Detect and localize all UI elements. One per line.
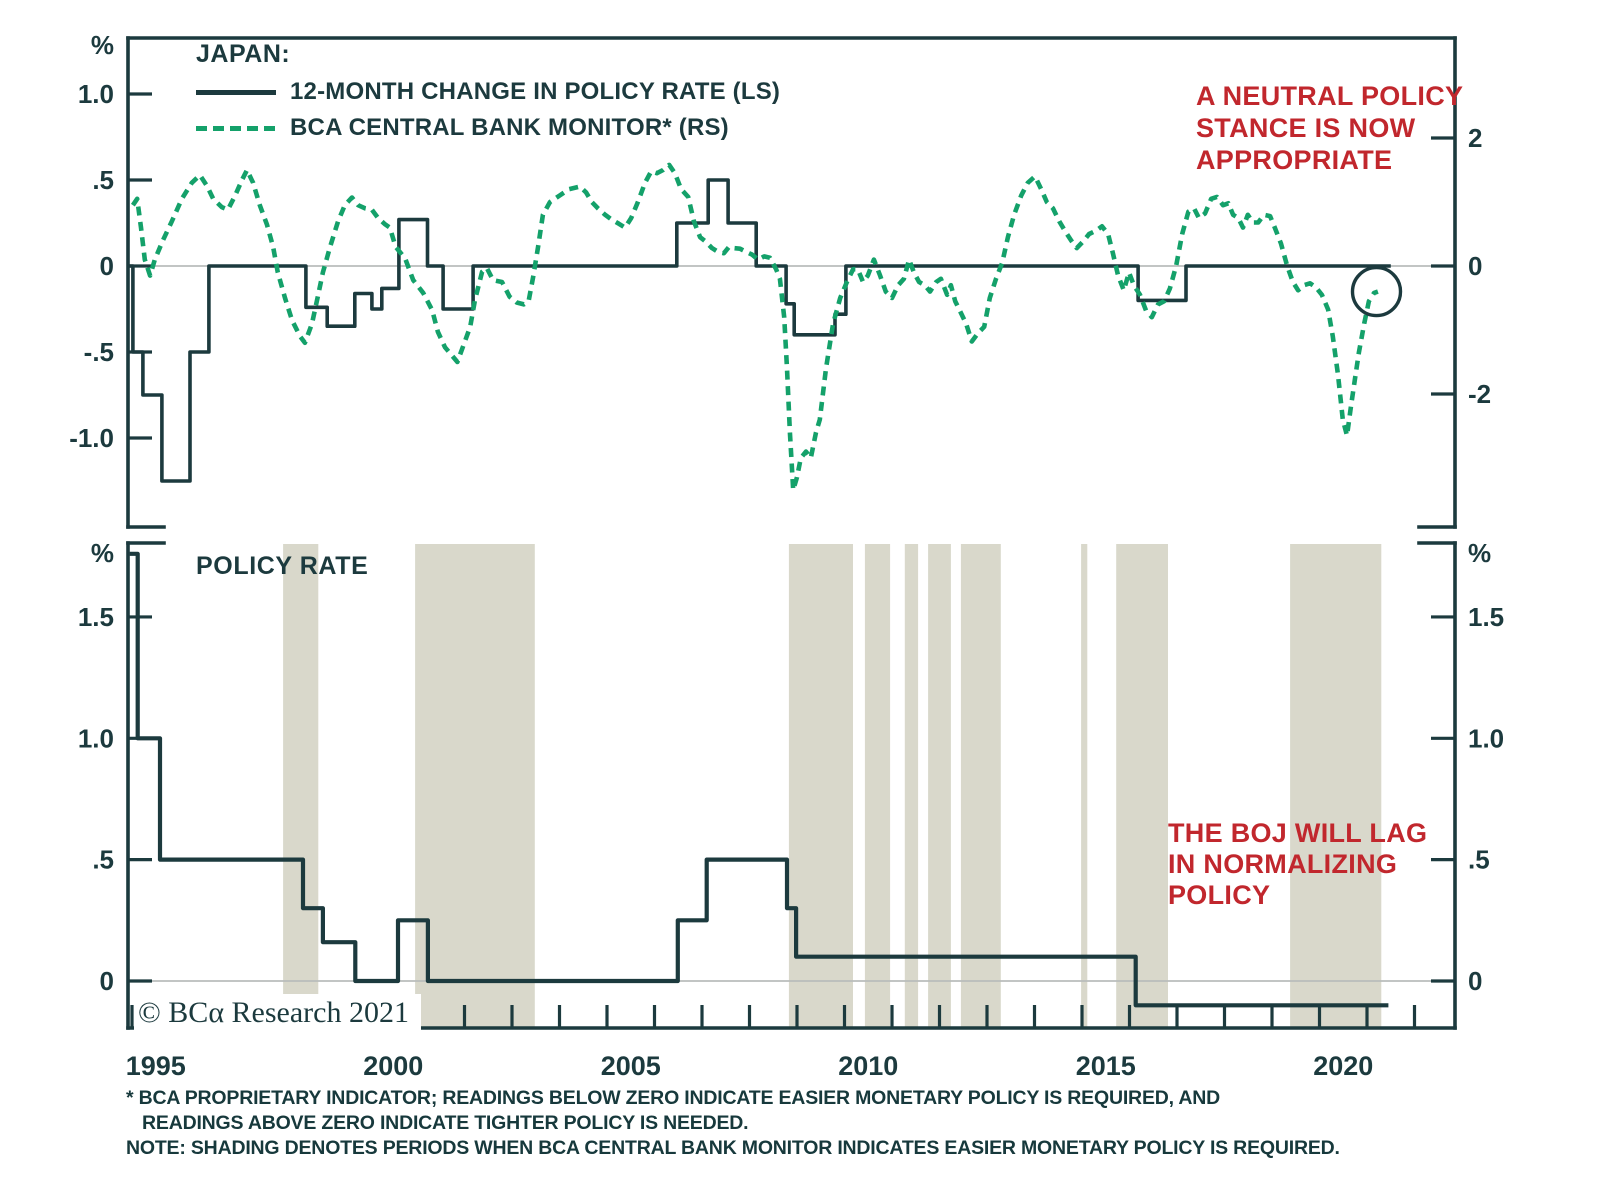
legend-title: JAPAN: bbox=[196, 40, 291, 68]
y-axis-unit-label: % bbox=[1468, 538, 1492, 568]
y-axis-tick-label: 0 bbox=[99, 966, 114, 996]
y-axis-tick-label: 0 bbox=[99, 251, 114, 281]
y-axis-tick-label: 1.0 bbox=[77, 723, 114, 754]
y-axis-tick-label: 1.0 bbox=[1468, 723, 1505, 754]
footnote-line: NOTE: SHADING DENOTES PERIODS WHEN BCA CENTRAL BANK MONITOR INDICATES EASIER MONETARY POLICY IS REQUIRED. bbox=[126, 1137, 1340, 1159]
x-axis-year-label: 2015 bbox=[1075, 1051, 1136, 1081]
annotation-line: IN NORMALIZING bbox=[1168, 849, 1398, 879]
x-axis-year-label: 2020 bbox=[1313, 1051, 1374, 1081]
footnotes bbox=[126, 1086, 1566, 1161]
easing-period-band bbox=[1290, 544, 1381, 1028]
x-axis-year-label: 1995 bbox=[125, 1051, 186, 1081]
annotation-line: A NEUTRAL POLICY bbox=[1196, 81, 1464, 111]
legend bbox=[196, 40, 780, 141]
footnote-line: READINGS ABOVE ZERO INDICATE TIGHTER POLICY IS NEEDED. bbox=[142, 1112, 749, 1134]
y-axis-tick-label: .5 bbox=[92, 165, 114, 195]
annotation-line: POLICY bbox=[1168, 880, 1271, 910]
y-axis-tick-label: .5 bbox=[92, 844, 114, 875]
annotation-neutral-policy bbox=[1196, 80, 1463, 176]
legend-label: 12-MONTH CHANGE IN POLICY RATE (LS) bbox=[290, 78, 781, 105]
easing-period-band bbox=[415, 544, 535, 1028]
y-axis-tick-label: -.5 bbox=[83, 337, 114, 367]
solid-line-swatch bbox=[196, 90, 276, 95]
y-axis-tick-label: 2 bbox=[1468, 123, 1483, 153]
y-axis-tick-label: 1.5 bbox=[77, 601, 114, 632]
bottom-panel-title: POLICY RATE bbox=[196, 552, 369, 580]
y-axis-tick-label: 1.5 bbox=[1468, 601, 1505, 632]
x-axis-year-label: 2010 bbox=[838, 1051, 899, 1081]
series-policy-rate bbox=[130, 554, 1389, 1006]
y-axis-unit-label: % bbox=[90, 30, 114, 60]
legend-item-central-bank-monitor bbox=[196, 115, 780, 141]
y-axis-tick-label: -1.0 bbox=[69, 423, 114, 453]
y-axis-tick-label: 1.0 bbox=[77, 79, 114, 109]
x-axis-year-label: 2005 bbox=[600, 1051, 661, 1081]
annotation-boj-lag bbox=[1168, 818, 1427, 911]
x-axis-year-label: 2000 bbox=[363, 1051, 424, 1081]
y-axis-unit-label: % bbox=[90, 538, 114, 568]
annotation-line: STANCE IS NOW bbox=[1196, 113, 1416, 143]
legend-item-policy-rate-change bbox=[196, 79, 780, 105]
y-axis-tick-label: 0 bbox=[1468, 251, 1483, 281]
y-axis-tick-label: 0 bbox=[1468, 966, 1483, 996]
series-central-bank-monitor bbox=[133, 165, 1378, 490]
annotation-line: APPROPRIATE bbox=[1196, 145, 1393, 175]
y-axis-tick-label: .5 bbox=[1468, 844, 1490, 875]
y-axis-tick-label: -2 bbox=[1468, 379, 1492, 409]
easing-period-band bbox=[283, 544, 318, 1028]
dashed-line-swatch bbox=[196, 126, 276, 131]
legend-label: BCA CENTRAL BANK MONITOR* (RS) bbox=[290, 114, 729, 141]
copyright-watermark: © BCα Research 2021 bbox=[134, 994, 421, 1034]
footnote-line: * BCA PROPRIETARY INDICATOR; READINGS BELOW ZERO INDICATE EASIER MONETARY POLICY IS REQUIRED, AND bbox=[126, 1087, 1220, 1109]
annotation-line: THE BOJ WILL LAG bbox=[1168, 818, 1428, 848]
series-policy-rate-change bbox=[128, 180, 1391, 481]
